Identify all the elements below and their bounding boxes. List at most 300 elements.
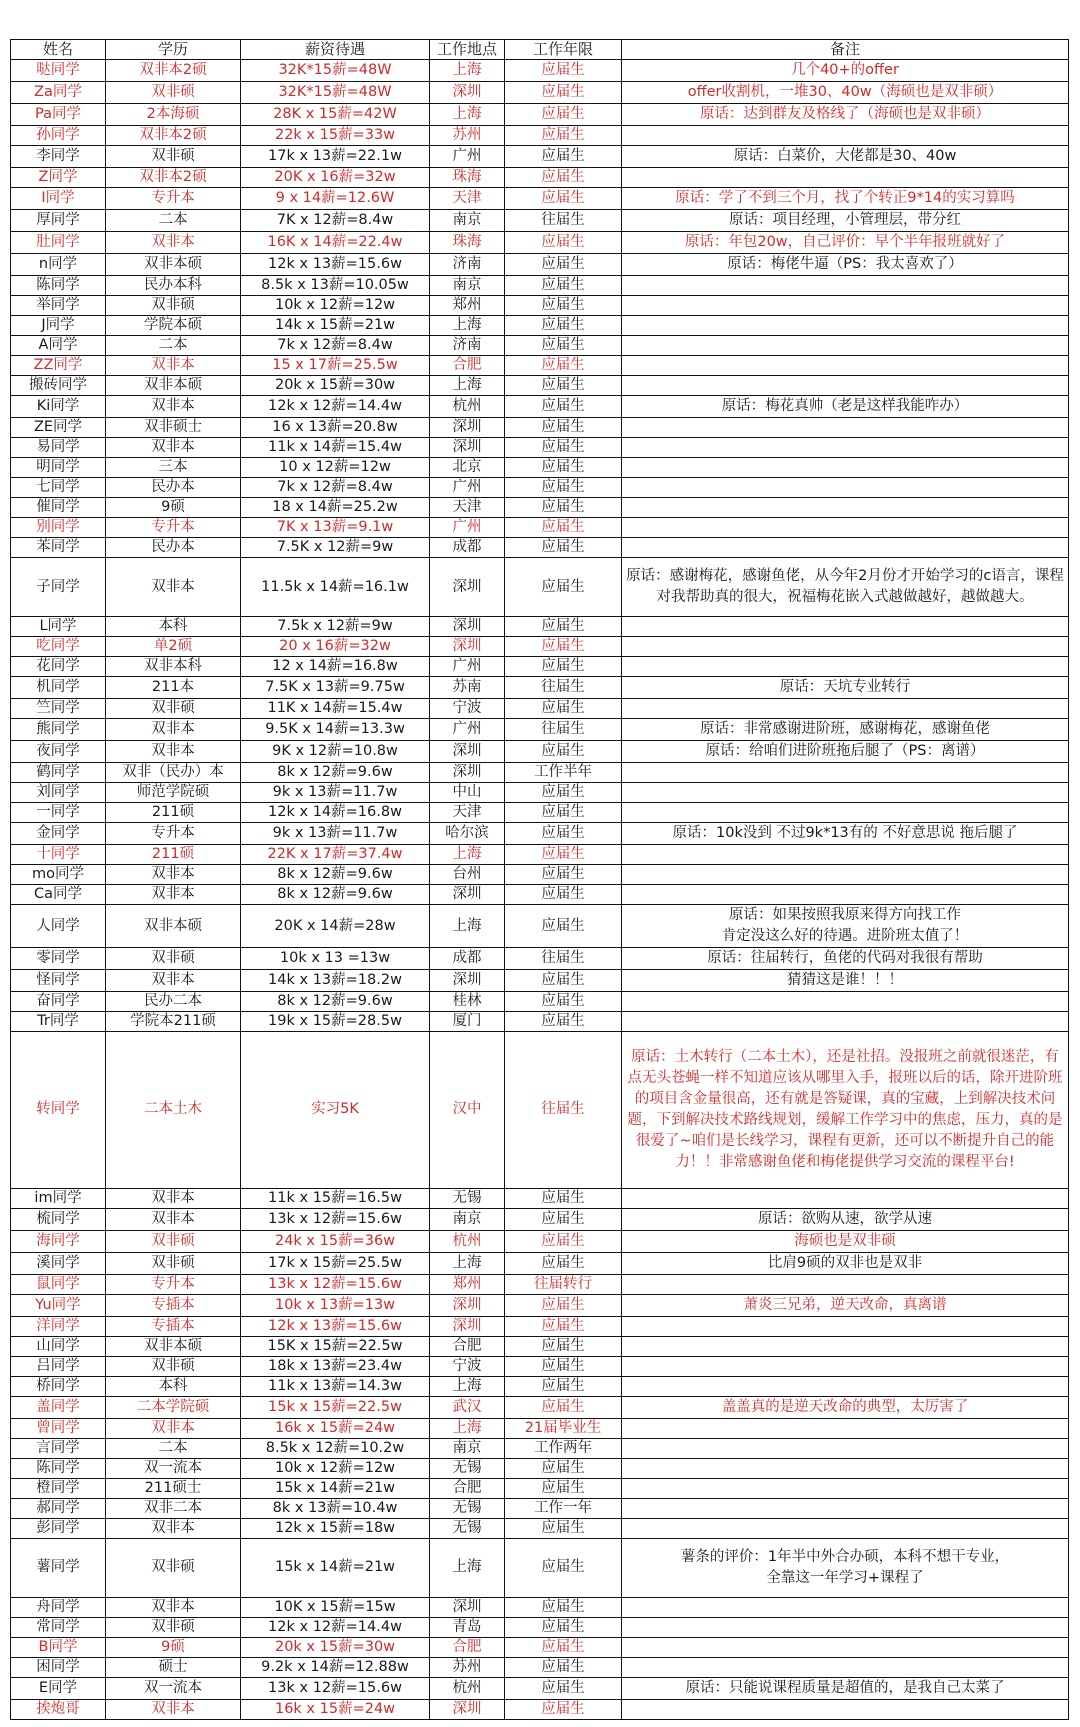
cell-education: 双非硕 [106,1617,241,1637]
table-row [11,60,1069,82]
cell-education: 双非本2硕 [106,126,241,146]
cell-location: 深圳 [430,438,505,458]
cell-experience: 应届生 [505,845,622,865]
cell-salary: 13k x 12薪=15.6w [241,1208,430,1230]
table-row [11,1617,1069,1637]
table-row [11,418,1069,438]
cell-education: 双非硕 [106,699,241,719]
cell-education: 双非硕士 [106,418,241,438]
cell-name: 吕同学 [11,1356,106,1376]
cell-education: 双非硕 [106,1538,241,1597]
cell-experience: 应届生 [505,396,622,418]
cell-note: 原话：感谢梅花，感谢鱼佬，从今年2月份才开始学习的c语言，课程对我帮助真的很大，祝福梅花嵌入式越做越好，越做越大。 [622,558,1069,617]
cell-note [622,865,1069,885]
cell-name: 彭同学 [11,1518,106,1538]
cell-location: 汉中 [430,1032,505,1189]
cell-salary: 9.5K x 14薪=13.3w [241,719,430,741]
cell-note [622,336,1069,356]
table-row [11,783,1069,803]
cell-location: 中山 [430,783,505,803]
cell-name: 夜同学 [11,741,106,763]
cell-location: 深圳 [430,617,505,637]
cell-note: 原话：年包20w，自己评价：早个半年报班就好了 [622,232,1069,254]
header-notes: 备注 [622,40,1069,60]
cell-salary: 7.5K x 12薪=9w [241,538,430,558]
cell-name: 海同学 [11,1230,106,1252]
table-row [11,254,1069,276]
cell-education: 双非本 [106,719,241,741]
cell-note [622,276,1069,296]
cell-experience: 应届生 [505,1617,622,1637]
cell-salary: 14k x 15薪=21w [241,316,430,336]
cell-name: 零同学 [11,948,106,970]
header-experience: 工作年限 [505,40,622,60]
table-row [11,1458,1069,1478]
cell-note [622,1478,1069,1498]
table-row [11,1336,1069,1356]
cell-education: 专升本 [106,188,241,210]
cell-experience: 应届生 [505,1252,622,1274]
cell-note [622,617,1069,637]
cell-salary: 28K x 15薪=42W [241,104,430,126]
table-row [11,126,1069,146]
cell-experience: 应届生 [505,617,622,637]
table-row [11,823,1069,845]
cell-note: 原话：项目经理，小管理层，带分红 [622,210,1069,232]
cell-name: 常同学 [11,1617,106,1637]
cell-salary: 7K x 12薪=8.4w [241,210,430,232]
cell-note [622,1438,1069,1458]
table-row [11,146,1069,168]
table-row [11,699,1069,719]
table-row [11,1699,1069,1719]
cell-salary: 17k x 13薪=22.1w [241,146,430,168]
cell-note [622,1617,1069,1637]
cell-experience: 21届毕业生 [505,1418,622,1438]
cell-salary: 8k x 12薪=9.6w [241,992,430,1012]
cell-salary: 20 x 16薪=32w [241,637,430,657]
cell-education: 双非硕 [106,1252,241,1274]
cell-note [622,1336,1069,1356]
cell-experience: 工作两年 [505,1438,622,1458]
cell-education: 9硕 [106,498,241,518]
cell-experience: 应届生 [505,316,622,336]
cell-education: 专升本 [106,1274,241,1294]
cell-note [622,418,1069,438]
cell-salary: 10k x 12薪=12w [241,1458,430,1478]
cell-salary: 20K x 16薪=32w [241,168,430,188]
cell-note [622,356,1069,376]
cell-location: 南京 [430,210,505,232]
cell-note [622,316,1069,336]
cell-note: 猜猜这是谁！！！ [622,970,1069,992]
table-row [11,104,1069,126]
table-row [11,657,1069,677]
cell-note: offer收割机，一堆30、40w（海硕也是双非硕） [622,82,1069,104]
cell-salary: 11.5k x 14薪=16.1w [241,558,430,617]
cell-location: 杭州 [430,1230,505,1252]
cell-name: 鼠同学 [11,1274,106,1294]
cell-education: 双非本硕 [106,254,241,276]
cell-experience: 应届生 [505,1538,622,1597]
cell-education: 双非本 [106,1518,241,1538]
cell-note [622,296,1069,316]
cell-salary: 15 x 17薪=25.5w [241,356,430,376]
cell-experience: 应届生 [505,356,622,376]
table-row [11,1478,1069,1498]
cell-education: 211本 [106,677,241,699]
cell-education: 双非本硕 [106,1336,241,1356]
cell-name: J同学 [11,316,106,336]
cell-note [622,1699,1069,1719]
cell-name: 梳同学 [11,1208,106,1230]
cell-education: 双非本 [106,1188,241,1208]
cell-location: 济南 [430,336,505,356]
cell-education: 双非本 [106,1418,241,1438]
cell-name: 转同学 [11,1032,106,1189]
cell-name: Ca同学 [11,885,106,905]
cell-location: 广州 [430,478,505,498]
cell-name: Pa同学 [11,104,106,126]
cell-experience: 应届生 [505,104,622,126]
cell-name: 苯同学 [11,538,106,558]
cell-location: 广州 [430,518,505,538]
cell-education: 硕士 [106,1657,241,1677]
cell-name: 溪同学 [11,1252,106,1274]
cell-location: 珠海 [430,168,505,188]
cell-location: 深圳 [430,558,505,617]
cell-location: 无锡 [430,1518,505,1538]
cell-note [622,1012,1069,1032]
cell-note [622,168,1069,188]
cell-location: 合肥 [430,1336,505,1356]
cell-experience: 应届生 [505,699,622,719]
cell-education: 双非本 [106,1699,241,1719]
cell-salary: 17k x 15薪=25.5w [241,1252,430,1274]
table-row [11,905,1069,948]
table-row [11,1376,1069,1396]
cell-salary: 9.2k x 14薪=12.88w [241,1657,430,1677]
cell-salary: 实习5K [241,1032,430,1189]
cell-name: E同学 [11,1677,106,1699]
cell-name: 曾同学 [11,1418,106,1438]
cell-experience: 应届生 [505,1657,622,1677]
cell-location: 郑州 [430,1274,505,1294]
table-row [11,1657,1069,1677]
cell-experience: 应届生 [505,126,622,146]
cell-experience: 应届生 [505,1376,622,1396]
cell-salary: 16k x 15薪=24w [241,1418,430,1438]
cell-location: 苏南 [430,677,505,699]
cell-note: 原话：达到群友及格线了（海硕也是双非硕） [622,104,1069,126]
cell-name: n同学 [11,254,106,276]
cell-salary: 8.5k x 13薪=10.05w [241,276,430,296]
cell-experience: 应届生 [505,885,622,905]
cell-experience: 应届生 [505,657,622,677]
cell-name: 熊同学 [11,719,106,741]
table-row [11,1230,1069,1252]
cell-note: 原话：欲购从速，欲学从速 [622,1208,1069,1230]
cell-location: 台州 [430,865,505,885]
cell-experience: 往届生 [505,719,622,741]
cell-salary: 8k x 13薪=10.4w [241,1498,430,1518]
cell-location: 宁波 [430,1356,505,1376]
cell-note [622,1637,1069,1657]
cell-education: 211硕 [106,845,241,865]
cell-salary: 18k x 13薪=23.4w [241,1356,430,1376]
table-row [11,396,1069,418]
table-row [11,210,1069,232]
cell-experience: 应届生 [505,82,622,104]
cell-note [622,637,1069,657]
cell-location: 苏州 [430,1657,505,1677]
cell-name: 橙同学 [11,1478,106,1498]
cell-education: 双非本 [106,970,241,992]
cell-experience: 应届生 [505,970,622,992]
cell-education: 民办本 [106,538,241,558]
cell-salary: 15k x 14薪=21w [241,1478,430,1498]
cell-name: 挨炮哥 [11,1699,106,1719]
cell-salary: 8k x 12薪=9.6w [241,763,430,783]
cell-salary: 16 x 13薪=20.8w [241,418,430,438]
cell-education: 专插本 [106,1316,241,1336]
cell-location: 合肥 [430,1637,505,1657]
cell-salary: 10k x 13 =13w [241,948,430,970]
table-row [11,1418,1069,1438]
cell-location: 深圳 [430,1597,505,1617]
table-row [11,538,1069,558]
table-row [11,188,1069,210]
cell-education: 专升本 [106,518,241,538]
cell-note: 原话：往届转行，鱼佬的代码对我很有帮助 [622,948,1069,970]
cell-note [622,992,1069,1012]
cell-location: 上海 [430,60,505,82]
cell-name: 明同学 [11,458,106,478]
cell-note: 原话：梅花真帅（老是这样我能咋办） [622,396,1069,418]
cell-experience: 应届生 [505,168,622,188]
cell-experience: 应届生 [505,276,622,296]
cell-note [622,657,1069,677]
cell-education: 双非本 [106,741,241,763]
cell-education: 双非本 [106,232,241,254]
cell-education: 双非硕 [106,82,241,104]
cell-education: 211硕 [106,803,241,823]
cell-name: 哒同学 [11,60,106,82]
cell-salary: 15k x 14薪=21w [241,1538,430,1597]
cell-salary: 19k x 15薪=28.5w [241,1012,430,1032]
cell-name: 十同学 [11,845,106,865]
cell-experience: 工作一年 [505,1498,622,1518]
cell-name: mo同学 [11,865,106,885]
cell-location: 济南 [430,254,505,276]
cell-salary: 8k x 12薪=9.6w [241,885,430,905]
table-row [11,1316,1069,1336]
cell-experience: 应届生 [505,637,622,657]
cell-education: 双非硕 [106,146,241,168]
cell-salary: 14k x 13薪=18.2w [241,970,430,992]
table-row [11,719,1069,741]
cell-note: 原话：只能说课程质量是超值的，是我自己太菜了 [622,1677,1069,1699]
cell-location: 上海 [430,1376,505,1396]
table-row [11,356,1069,376]
cell-note [622,699,1069,719]
table-row [11,803,1069,823]
cell-salary: 12k x 12薪=14.4w [241,396,430,418]
table-row [11,1032,1069,1189]
cell-location: 上海 [430,104,505,126]
cell-location: 上海 [430,905,505,948]
cell-experience: 应届生 [505,1230,622,1252]
cell-salary: 12k x 12薪=14.4w [241,1617,430,1637]
cell-education: 民办二本 [106,992,241,1012]
cell-name: Tr同学 [11,1012,106,1032]
cell-salary: 22k x 15薪=33w [241,126,430,146]
cell-education: 专插本 [106,1294,241,1316]
cell-location: 上海 [430,1418,505,1438]
cell-location: 深圳 [430,1699,505,1719]
cell-note [622,1657,1069,1677]
cell-location: 合肥 [430,1478,505,1498]
cell-salary: 8.5k x 12薪=10.2w [241,1438,430,1458]
cell-experience: 应届生 [505,823,622,845]
table-row [11,617,1069,637]
cell-note [622,763,1069,783]
cell-note [622,1518,1069,1538]
cell-education: 双非本科 [106,657,241,677]
cell-experience: 往届生 [505,948,622,970]
cell-name: 孙同学 [11,126,106,146]
cell-name: 山同学 [11,1336,106,1356]
table-row [11,1294,1069,1316]
cell-salary: 11k x 14薪=15.4w [241,438,430,458]
cell-note [622,376,1069,396]
cell-education: 单2硕 [106,637,241,657]
cell-salary: 7K x 13薪=9.1w [241,518,430,538]
cell-location: 成都 [430,538,505,558]
cell-name: 桥同学 [11,1376,106,1396]
cell-experience: 应届生 [505,905,622,948]
cell-name: 陈同学 [11,1458,106,1478]
cell-name: 人同学 [11,905,106,948]
table-row [11,1498,1069,1518]
cell-experience: 往届生 [505,1032,622,1189]
cell-salary: 9 x 14薪=12.6W [241,188,430,210]
table-row [11,1356,1069,1376]
cell-location: 深圳 [430,741,505,763]
cell-salary: 13k x 12薪=15.6w [241,1274,430,1294]
table-row [11,1396,1069,1418]
cell-education: 二本 [106,210,241,232]
cell-name: 鹤同学 [11,763,106,783]
cell-experience: 应届生 [505,538,622,558]
cell-salary: 22K x 17薪=37.4w [241,845,430,865]
cell-note: 萧炎三兄弟，逆天改命，真离谱 [622,1294,1069,1316]
cell-experience: 应届生 [505,1677,622,1699]
cell-name: 郝同学 [11,1498,106,1518]
cell-experience: 应届生 [505,232,622,254]
cell-location: 杭州 [430,396,505,418]
cell-education: 9硕 [106,1637,241,1657]
cell-education: 双非本 [106,865,241,885]
cell-experience: 应届生 [505,992,622,1012]
cell-name: 刘同学 [11,783,106,803]
cell-salary: 20k x 15薪=30w [241,1637,430,1657]
cell-name: 言同学 [11,1438,106,1458]
header-row [11,40,1069,60]
cell-name: L同学 [11,617,106,637]
table-row [11,316,1069,336]
cell-education: 二本 [106,336,241,356]
cell-experience: 应届生 [505,1699,622,1719]
cell-location: 深圳 [430,637,505,657]
cell-location: 深圳 [430,1316,505,1336]
cell-salary: 16K x 14薪=22.4w [241,232,430,254]
cell-note: 原话：土木转行（二本土木），还是社招。没报班之前就很迷茫，有点无头苍蝇一样不知道应该从哪里入手，报班以后的话，除开进阶班的项目含金量很高，还有就是答疑课，真的宝藏，上到解决技术问题，下到解决技术路线规划，缓解工作学习中的焦虑，压力，真的是很爱了~咱们是长线学习，课程有更新，还可以不断提升自己的能力！！非常感谢鱼佬和梅佬提供学习交流的课程平台! [622,1032,1069,1189]
cell-location: 桂林 [430,992,505,1012]
cell-note [622,518,1069,538]
cell-education: 双非硕 [106,1356,241,1376]
cell-location: 深圳 [430,82,505,104]
cell-location: 深圳 [430,885,505,905]
cell-experience: 应届生 [505,458,622,478]
cell-name: 陈同学 [11,276,106,296]
cell-salary: 9k x 13薪=11.7w [241,783,430,803]
cell-experience: 应届生 [505,418,622,438]
table-row [11,763,1069,783]
cell-note [622,126,1069,146]
cell-education: 民办本 [106,478,241,498]
cell-name: 李同学 [11,146,106,168]
cell-education: 师范学院硕 [106,783,241,803]
cell-education: 本科 [106,1376,241,1396]
cell-location: 上海 [430,316,505,336]
cell-salary: 16k x 15薪=24w [241,1699,430,1719]
cell-location: 武汉 [430,1396,505,1418]
cell-note [622,1597,1069,1617]
cell-name: 舟同学 [11,1597,106,1617]
cell-education: 二本学院硕 [106,1396,241,1418]
cell-salary: 12k x 13薪=15.6w [241,1316,430,1336]
cell-experience: 应届生 [505,1294,622,1316]
cell-note [622,458,1069,478]
header-location: 工作地点 [430,40,505,60]
cell-education: 二本 [106,1438,241,1458]
cell-note: 原话：天坑专业转行 [622,677,1069,699]
cell-education: 双非本 [106,1208,241,1230]
cell-name: Z同学 [11,168,106,188]
cell-name: I同学 [11,188,106,210]
table-row [11,948,1069,970]
table-row [11,336,1069,356]
cell-salary: 7k x 12薪=8.4w [241,336,430,356]
cell-location: 无锡 [430,1188,505,1208]
cell-salary: 20K x 14薪=28w [241,905,430,948]
cell-note: 原话：学了不到三个月，找了个转正9*14的实习算吗 [622,188,1069,210]
cell-location: 深圳 [430,1294,505,1316]
cell-name: 举同学 [11,296,106,316]
cell-name: 七同学 [11,478,106,498]
cell-location: 杭州 [430,1677,505,1699]
table-row [11,518,1069,538]
cell-salary: 8k x 12薪=9.6w [241,865,430,885]
cell-education: 学院本硕 [106,316,241,336]
cell-education: 双非本 [106,396,241,418]
cell-salary: 12k x 14薪=16.8w [241,803,430,823]
cell-education: 双一流本 [106,1458,241,1478]
cell-salary: 11K x 14薪=15.4w [241,699,430,719]
cell-note [622,1188,1069,1208]
cell-location: 厦门 [430,1012,505,1032]
